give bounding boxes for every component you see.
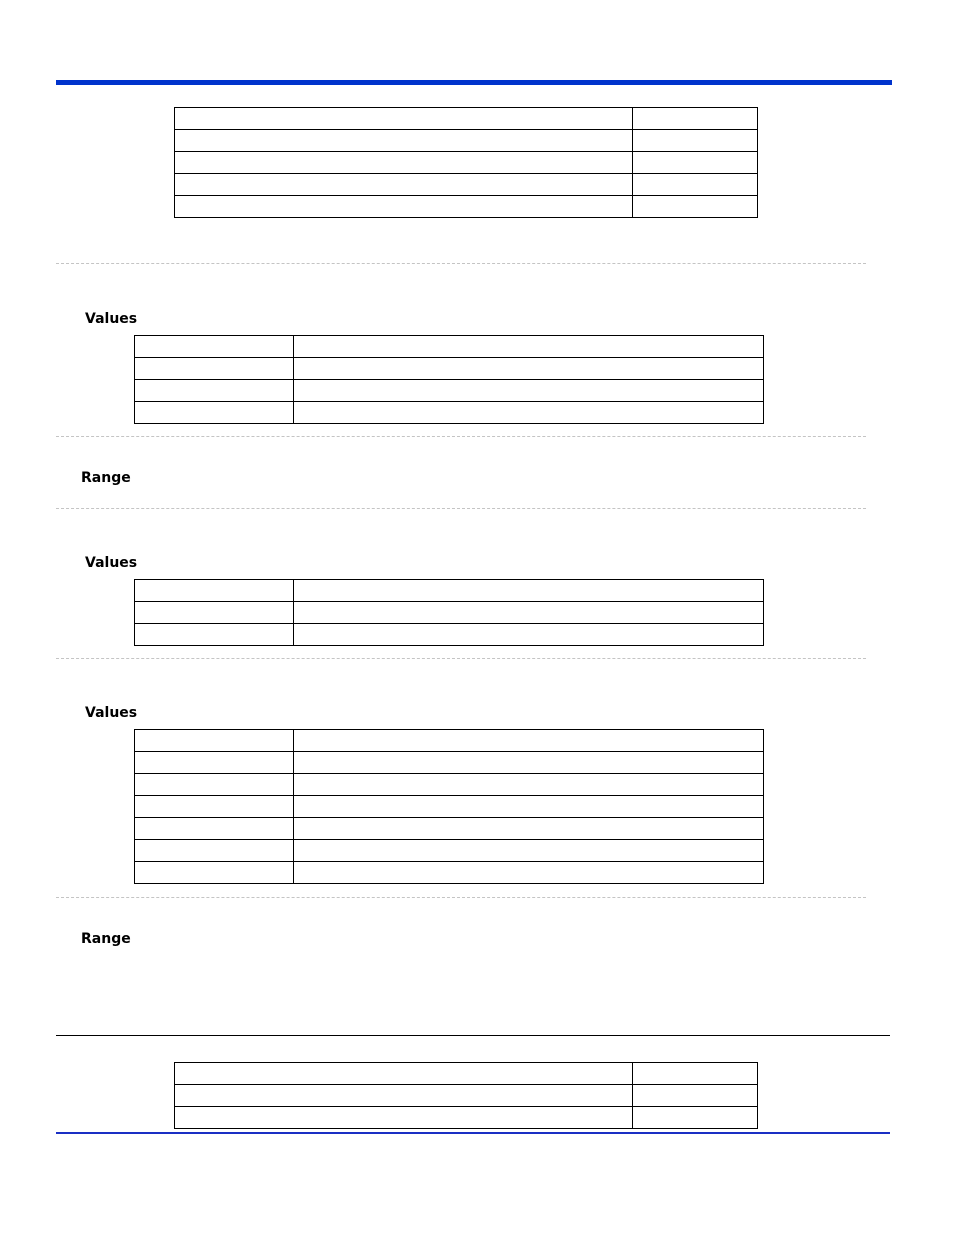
values-label: Values bbox=[85, 705, 138, 721]
table-row bbox=[175, 108, 758, 130]
section-divider bbox=[56, 658, 866, 659]
table-row bbox=[135, 402, 764, 424]
table-row bbox=[135, 580, 764, 602]
table-row bbox=[175, 1107, 758, 1129]
table-row bbox=[135, 752, 764, 774]
table-row bbox=[175, 174, 758, 196]
range-label: Range bbox=[81, 931, 131, 947]
table-row bbox=[135, 358, 764, 380]
range-label: Range bbox=[81, 470, 131, 486]
table-row bbox=[135, 730, 764, 752]
table-row bbox=[135, 796, 764, 818]
table-3 bbox=[134, 579, 764, 646]
table-1 bbox=[174, 107, 758, 218]
section-divider bbox=[56, 508, 866, 509]
values-label: Values bbox=[85, 555, 138, 571]
section-divider bbox=[56, 897, 866, 898]
table-4 bbox=[134, 729, 764, 884]
footer-divider bbox=[56, 1035, 890, 1036]
table-row bbox=[175, 1063, 758, 1085]
table-row bbox=[135, 862, 764, 884]
header-rule bbox=[56, 80, 892, 85]
values-label: Values bbox=[85, 311, 138, 327]
table-2 bbox=[134, 335, 764, 424]
table-row bbox=[135, 774, 764, 796]
table-row bbox=[135, 624, 764, 646]
section-divider bbox=[56, 436, 866, 437]
table-row bbox=[135, 336, 764, 358]
table-row bbox=[175, 1085, 758, 1107]
section-divider bbox=[56, 263, 866, 264]
table-row bbox=[135, 840, 764, 862]
table-row bbox=[175, 130, 758, 152]
table-row bbox=[135, 818, 764, 840]
footer-rule bbox=[56, 1132, 890, 1134]
table-row bbox=[175, 196, 758, 218]
table-row bbox=[135, 602, 764, 624]
table-row bbox=[175, 152, 758, 174]
table-5 bbox=[174, 1062, 758, 1129]
table-row bbox=[135, 380, 764, 402]
